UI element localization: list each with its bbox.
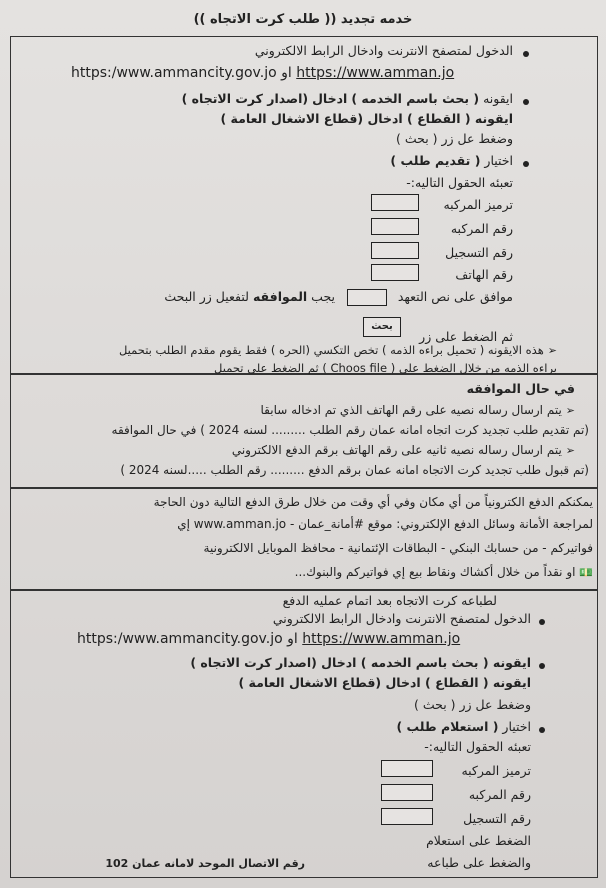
registration-box[interactable]: [371, 242, 419, 259]
choose-file-label: ( Choos file ): [322, 361, 396, 375]
vehicle-code-box[interactable]: [371, 194, 419, 211]
print-field-label-registration: رقم التسجيل: [463, 811, 531, 826]
agree-requirement: [164, 289, 335, 304]
approval-text-1: يتم ارسال رساله نصيه على رقم الهاتف الذي تم ادخاله سابقا: [260, 403, 562, 417]
print-icon-search-line: ايقونه ( بحث باسم الخدمه ) ادخال (اصدار كرت الاتجاه ): [190, 655, 531, 670]
print-fill-fields-line: تعبئه الحقول التاليه:-: [424, 739, 531, 754]
print-registration-box[interactable]: [381, 808, 433, 825]
note-text-1: هذه الايقونه ( تحميل براءه الذمه ) تخص التكسي (الحره ) فقط يقوم مقدم الطلب بتحميل: [118, 343, 544, 357]
bullet-icon: [523, 99, 529, 105]
url-or: او: [281, 65, 292, 81]
press-inquiry-line: الضغط على استعلام: [426, 833, 531, 848]
phone-box[interactable]: [371, 264, 419, 281]
arrow-icon: ➢: [565, 404, 575, 417]
approval-box: [10, 374, 598, 488]
icon-line-service: (اصدار كرت الاتجاه ): [181, 91, 309, 106]
print-field-label-vehicle-code: ترميز المركبه: [461, 763, 531, 778]
cash-icon: 💵: [579, 566, 593, 579]
bullet-icon: [523, 161, 529, 167]
page-title: خدمه تجديد (( طلب كرت الاتجاه )): [193, 12, 413, 27]
note-line-2: [214, 361, 557, 375]
print-url-or: او: [287, 631, 298, 647]
approval-line-1: [261, 403, 575, 417]
icon-search-line: [182, 91, 513, 106]
agree-checkbox[interactable]: [347, 289, 387, 306]
choose-inquiry-prefix: اختيار: [502, 719, 531, 734]
print-instructions-box: [10, 590, 598, 878]
icon-line-enter: ادخال: [312, 91, 348, 106]
print-press-search-line: وضغط عل زر ( بحث ): [414, 697, 531, 712]
print-access-line: الدخول لمتصفح الانترنت وادخال الرابط الالكتروني: [272, 611, 531, 626]
print-heading: لطباعه كرت الاتجاه بعد اتمام عمليه الدفع: [282, 593, 497, 608]
bullet-icon: [539, 727, 545, 733]
footer-contact: رقم الاتصال الموحد لامانه عمان 102: [105, 857, 305, 870]
payment-line-4: [295, 565, 593, 579]
note-line-1: [119, 343, 557, 357]
print-url-line: [77, 631, 460, 647]
approval-text-3: يتم ارسال رساله نصيه ثانيه على رقم الهاتف برقم الدفع الالكتروني: [231, 443, 562, 457]
access-line: الدخول لمتصفح الانترنت وادخال الرابط الالكتروني: [254, 43, 513, 58]
payment-line-3: فواتيركم - من حسابك البنكي - البطاقات الإئتمانية - محافظ الموبايل الالكترونية: [203, 541, 593, 555]
choose-inquiry-line: [396, 719, 531, 734]
icon-line-prefix: ايقونه: [483, 91, 513, 106]
instructions-box-renewal: [10, 36, 598, 374]
print-vehicle-code-box[interactable]: [381, 760, 433, 777]
sector-line: ايقونه ( القطاع ) ادخال (قطاع الاشغال العامة ): [220, 111, 513, 126]
search-button[interactable]: بحث: [363, 317, 401, 337]
approval-line-4: (تم قبول طلب تجديد كرت الاتجاه امانه عمان برقم الدفع ......... رقم الطلب .....لسنه 2024 ): [120, 463, 589, 477]
note-text-2c: ثم الضغط على تحميل: [214, 361, 319, 375]
choose-submit: ( تقديم طلب ): [390, 153, 481, 168]
vehicle-number-box[interactable]: [371, 218, 419, 235]
print-url-primary[interactable]: https://www.amman.jo: [302, 631, 461, 647]
bullet-icon: [539, 619, 545, 625]
payment-box: [10, 488, 598, 590]
bullet-icon: [523, 51, 529, 57]
field-label-vehicle-code: ترميز المركبه: [443, 197, 513, 212]
arrow-icon: ➢: [565, 444, 575, 457]
press-button-line: ثم الضغط على زر: [419, 329, 513, 344]
url-secondary[interactable]: https:/www.ammancity.gov.jo: [71, 65, 277, 81]
note-text-2a: براءه الذمه من خلال الضغط على: [398, 361, 557, 375]
choose-inquiry: ( استعلام طلب ): [396, 719, 499, 734]
print-vehicle-number-box[interactable]: [381, 784, 433, 801]
choose-submit-line: [390, 153, 513, 168]
press-search-line: وضغط عل زر ( بحث ): [396, 131, 513, 146]
url-primary[interactable]: https://www.amman.jo: [296, 65, 455, 81]
approval-line-3: [232, 443, 575, 457]
fill-fields-line: تعبئه الحقول التاليه:-: [406, 175, 513, 190]
agree-consent: الموافقه: [252, 289, 308, 304]
agree-line: [398, 289, 513, 304]
arrow-icon: ➢: [547, 344, 557, 357]
bullet-icon: [539, 663, 545, 669]
agree-text: موافق على نص التعهد: [397, 289, 513, 304]
icon-line-search: ( بحث باسم الخدمه ): [351, 91, 480, 106]
print-field-label-vehicle-number: رقم المركبه: [468, 787, 531, 802]
url-line: [71, 65, 454, 81]
payment-line-1: يمكنكم الدفع الكترونياً من أي مكان وفي أي وقت من خلال طرق الدفع التالية دون الحاجة: [153, 495, 593, 509]
print-sector-line: ايقونه ( القطاع ) ادخال (قطاع الاشغال العامة ): [238, 675, 531, 690]
payment-text-4: او نقداً من خلال أكشاك ونقاط بيع إي فواتيركم والبنوك...: [294, 565, 576, 579]
print-url-secondary[interactable]: https:/www.ammancity.gov.jo: [77, 631, 283, 647]
press-print-line: والضغط على طباعه: [427, 855, 531, 870]
choose-submit-prefix: اختيار: [484, 153, 513, 168]
field-label-registration: رقم التسجيل: [445, 245, 513, 260]
approval-line-2: (تم تقديم طلب تجديد كرت اتجاه امانه عمان رقم الطلب ......... لسنه 2024 ) في حال الموافقه: [111, 423, 589, 437]
payment-line-2: لمراجعة الأمانة وسائل الدفع الإلكتروني: موقع #أمانة_عمان - www.amman.jo إي: [177, 517, 593, 531]
field-label-vehicle-number: رقم المركبه: [450, 221, 513, 236]
approval-heading: في حال الموافقه: [466, 381, 575, 396]
agree-enable-search: لتفعيل زر البحث: [164, 289, 249, 304]
field-label-phone: رقم الهاتف: [455, 267, 513, 282]
agree-required: يجب: [311, 289, 335, 304]
